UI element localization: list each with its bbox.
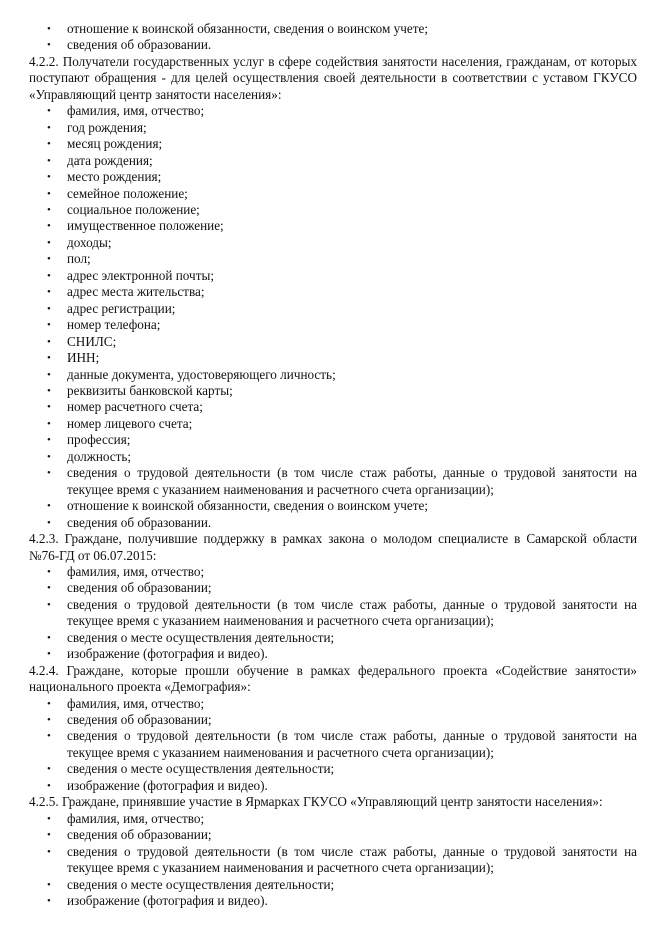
list-item-text: социальное положение;: [67, 201, 200, 217]
list-item: [29, 761, 637, 777]
list-item-text: отношение к воинской обязанности, сведения о воинском учете;: [67, 21, 428, 36]
bullet-icon: •: [47, 319, 51, 332]
clause-list: [29, 103, 637, 531]
clause-heading: 4.2.5. Граждане, принявшие участие в Ярмарках ГКУСО «Управляющий центр занятости населения»:: [29, 794, 603, 810]
list-item-text: семейное положение;: [67, 185, 188, 201]
top-list: [29, 21, 637, 54]
list-item: [29, 416, 637, 432]
bullet-icon: •: [47, 269, 51, 282]
list-item: [29, 268, 637, 284]
clause-section: [29, 531, 637, 663]
list-item: [29, 37, 637, 53]
clause-section: [29, 54, 637, 531]
list-item-text: сведения о трудовой деятельности (в том числе стаж работы, данные о трудовой занятости на текущее время с указанием наименования и расчетного счета организации);: [67, 465, 637, 497]
list-item-text: пол;: [67, 251, 91, 267]
list-item-text: фамилия, имя, отчество;: [67, 695, 205, 711]
bullet-icon: •: [47, 598, 51, 611]
list-item: [29, 597, 637, 630]
bullet-icon: •: [47, 384, 51, 397]
clause-heading: 4.2.4. Граждане, которые прошли обучение в рамках федерального проекта «Содействие занятости» национального проекта «Демография»:: [29, 662, 637, 695]
clause-section: [29, 794, 637, 909]
bullet-icon: •: [47, 648, 51, 661]
list-item-text: год рождения;: [67, 119, 147, 135]
list-item: [29, 844, 637, 877]
bullet-icon: •: [47, 23, 51, 35]
list-item-text: номер лицевого счета;: [67, 415, 193, 431]
bullet-icon: •: [47, 286, 51, 299]
clause-heading: 4.2.2. Получатели государственных услуг в сфере содействия занятости населения, гражданам, от которых поступают обращения - для целей осуществления своей деятельности в соответствии с уставом ГКУСО «Управляющий центр занятости населения»:: [29, 53, 637, 102]
list-item: [29, 893, 637, 909]
list-item-text: сведения об образовании;: [67, 827, 212, 843]
list-item: [29, 630, 637, 646]
list-item-text: фамилия, имя, отчество;: [67, 103, 205, 119]
bullet-icon: •: [47, 417, 51, 430]
bullet-icon: •: [47, 105, 51, 118]
list-item-text: номер телефона;: [67, 317, 161, 333]
list-item: [29, 334, 637, 350]
bullet-icon: •: [47, 154, 51, 167]
list-item-text: имущественное положение;: [67, 218, 224, 234]
list-item-text: сведения об образовании.: [67, 514, 212, 530]
list-item-text: профессия;: [67, 432, 131, 448]
bullet-icon: •: [47, 302, 51, 315]
list-item-text: изображение (фотография и видео).: [67, 646, 268, 662]
bullet-icon: •: [47, 730, 51, 743]
list-item-text: адрес регистрации;: [67, 300, 176, 316]
list-item: [29, 317, 637, 333]
bullet-icon: •: [47, 714, 51, 727]
list-item-text: дата рождения;: [67, 152, 153, 168]
list-item-text: данные документа, удостоверяющего личность;: [67, 366, 336, 382]
list-item: [29, 301, 637, 317]
list-item: [29, 465, 637, 498]
bullet-icon: •: [47, 582, 51, 595]
clauses: [29, 54, 637, 910]
list-item: [29, 728, 637, 761]
list-item: [29, 367, 637, 383]
bullet-icon: •: [47, 631, 51, 644]
bullet-icon: •: [47, 434, 51, 447]
list-item: [29, 235, 637, 251]
list-item-text: адрес электронной почты;: [67, 267, 214, 283]
bullet-icon: •: [47, 335, 51, 348]
list-item: [29, 449, 637, 465]
clause-heading: 4.2.3. Граждане, получившие поддержку в рамках закона о молодом специалисте в Самарской области №76-ГД от 06.07.2015:: [29, 531, 637, 563]
bullet-icon: •: [47, 253, 51, 266]
list-item-text: место рождения;: [67, 169, 162, 185]
list-item: [29, 202, 637, 218]
bullet-icon: •: [47, 467, 51, 480]
bullet-icon: •: [47, 697, 51, 710]
list-item: [29, 103, 637, 119]
list-item-text: фамилия, имя, отчество;: [67, 810, 205, 826]
list-item-text: сведения об образовании.: [67, 37, 212, 53]
bullet-icon: •: [47, 220, 51, 233]
list-item-text: изображение (фотография и видео).: [67, 893, 268, 909]
bullet-icon: •: [47, 779, 51, 792]
bullet-icon: •: [47, 516, 51, 529]
list-item-text: сведения о трудовой деятельности (в том числе стаж работы, данные о трудовой занятости на текущее время с указанием наименования и расчетного счета организации);: [67, 728, 637, 760]
bullet-icon: •: [47, 450, 51, 463]
list-item-text: фамилия, имя, отчество;: [67, 563, 205, 579]
list-item: [29, 383, 637, 399]
list-item: [29, 646, 637, 662]
bullet-icon: •: [47, 845, 51, 858]
list-item: [29, 432, 637, 448]
list-item: [29, 778, 637, 794]
list-item: [29, 399, 637, 415]
bullet-icon: •: [47, 203, 51, 216]
bullet-icon: •: [47, 895, 51, 908]
list-item: [29, 498, 637, 514]
list-item: [29, 515, 637, 531]
bullet-icon: •: [47, 368, 51, 381]
list-item-text: ИНН;: [67, 350, 100, 366]
list-item-text: сведения о месте осуществления деятельности;: [67, 876, 335, 892]
bullet-icon: •: [47, 565, 51, 578]
clause-list: [29, 811, 637, 910]
list-item-text: отношение к воинской обязанности, сведения о воинском учете;: [67, 498, 428, 514]
list-item: [29, 580, 637, 596]
list-item: [29, 712, 637, 728]
bullet-icon: •: [47, 39, 51, 52]
document-page: [29, 21, 637, 909]
list-item-text: реквизиты банковской карты;: [67, 382, 233, 398]
list-item-text: сведения о месте осуществления деятельности;: [67, 761, 335, 777]
list-item: [29, 811, 637, 827]
list-item: [29, 251, 637, 267]
bullet-icon: •: [47, 812, 51, 825]
list-item: [29, 696, 637, 712]
list-item: [29, 186, 637, 202]
bullet-icon: •: [47, 138, 51, 151]
list-item-text: адрес места жительства;: [67, 284, 205, 300]
list-item-text: сведения о трудовой деятельности (в том числе стаж работы, данные о трудовой занятости на текущее время с указанием наименования и расчетного счета организации);: [67, 843, 637, 876]
list-item: [29, 120, 637, 136]
bullet-icon: •: [47, 171, 51, 184]
list-item: [29, 284, 637, 300]
list-item-text: должность;: [67, 448, 132, 464]
bullet-icon: •: [47, 352, 51, 365]
bullet-icon: •: [47, 878, 51, 891]
list-item: [29, 169, 637, 185]
bullet-icon: •: [47, 500, 51, 513]
list-item: [29, 350, 637, 366]
bullet-icon: •: [47, 829, 51, 842]
list-item: [29, 21, 637, 37]
list-item-text: СНИЛС;: [67, 333, 117, 349]
clause-list: [29, 696, 637, 795]
clause-list: [29, 564, 637, 663]
bullet-icon: •: [47, 763, 51, 776]
list-item-text: месяц рождения;: [67, 136, 163, 152]
list-item-text: сведения об образовании;: [67, 712, 212, 728]
list-item-text: изображение (фотография и видео).: [67, 777, 268, 793]
list-item: [29, 218, 637, 234]
clause-section: [29, 663, 637, 795]
bullet-icon: •: [47, 236, 51, 249]
list-item-text: сведения об образовании;: [67, 580, 212, 596]
list-item: [29, 153, 637, 169]
list-item: [29, 564, 637, 580]
bullet-icon: •: [47, 187, 51, 200]
list-item-text: сведения о трудовой деятельности (в том числе стаж работы, данные о трудовой занятости на текущее время с указанием наименования и расчетного счета организации);: [67, 596, 637, 629]
bullet-icon: •: [47, 401, 51, 414]
list-item-text: номер расчетного счета;: [67, 399, 203, 415]
list-item-text: сведения о месте осуществления деятельности;: [67, 629, 335, 645]
list-item: [29, 877, 637, 893]
list-item-text: доходы;: [67, 234, 112, 250]
bullet-icon: •: [47, 121, 51, 134]
list-item: [29, 136, 637, 152]
list-item: [29, 827, 637, 843]
